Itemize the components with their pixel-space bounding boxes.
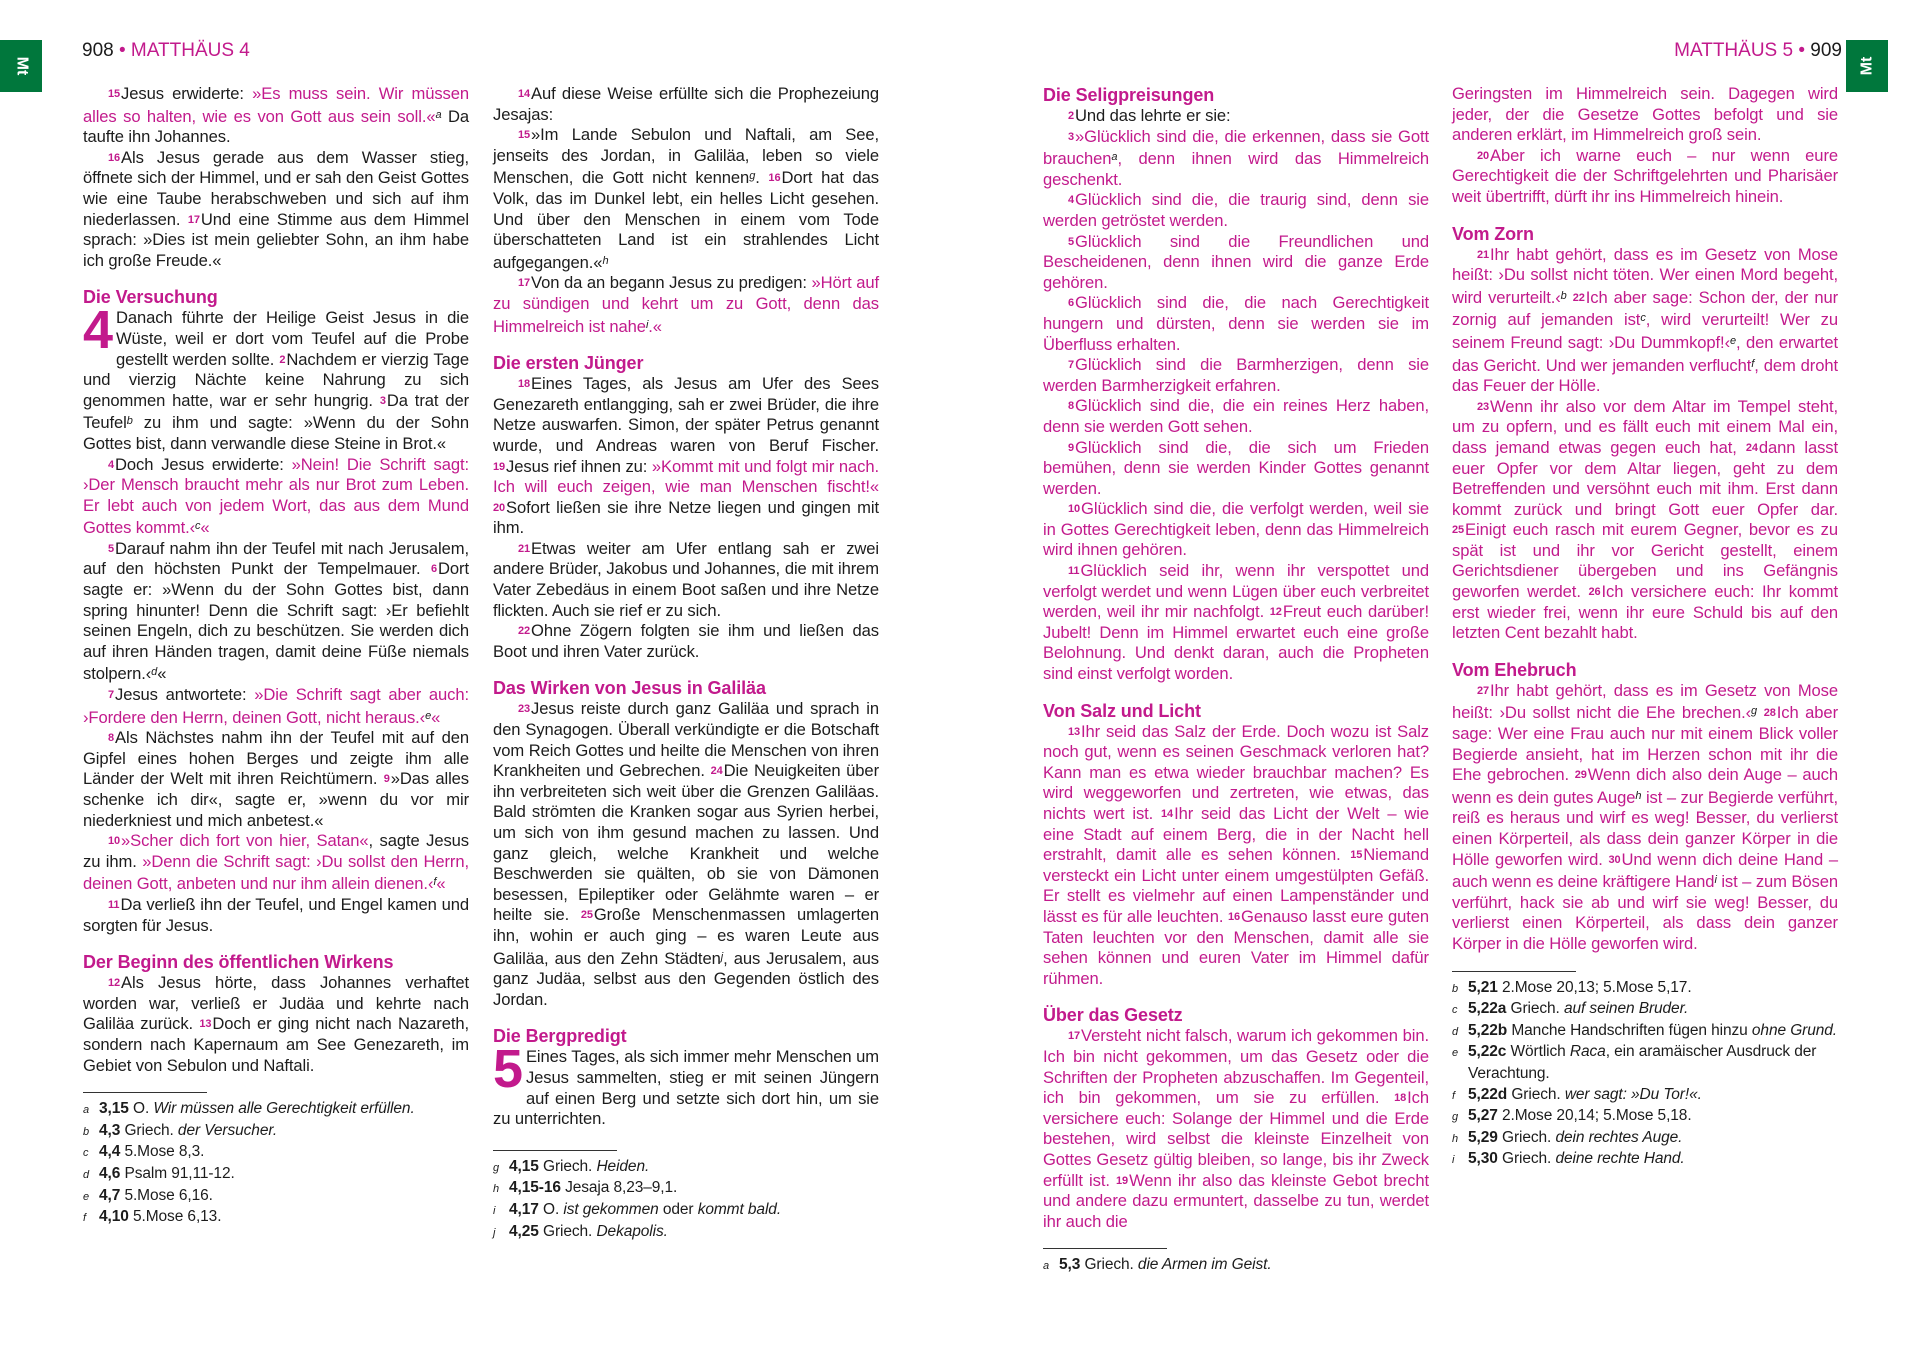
footnotes	[493, 1157, 879, 1243]
verse-paragraph: 3»Glücklich sind die, die erkennen, dass sie Gott brauchen$^a$, denn ihnen wird das Himmelreich geschenkt.	[1043, 126, 1429, 189]
verse-paragraph: 5Darauf nahm ihn der Teufel mit nach Jerusalem, auf den höchsten Punkt der Tempelmauer. 6Dort sagte er: »Wenn du der Sohn Gottes bist, dann spring hinunter! Denn die Schrift sagt: ›Er befiehlt seinen Engeln, dich zu beschützen. Sie werden dich auf ihren Händen tragen, damit deine Füße niemals stolpern.‹$^d$«	[83, 538, 469, 684]
verse-paragraph: 9Glücklich sind die, die sich um Frieden bemühen, denn sie werden Kinder Gottes genannt werden.	[1043, 437, 1429, 498]
book-tab-left: Mt	[0, 40, 42, 92]
book-title-left: MATTHÄUS	[130, 40, 235, 61]
verse-paragraph: 17Versteht nicht falsch, warum ich gekommen bin. Ich bin nicht gekommen, um das Gesetz oder die Schriften der Propheten abzuschaffen. Im Gegenteil, ich bin gekommen, um sie zu erfüllen. 18Ich versichere euch: Solange der Himmel und die Erde bestehen, wird selbst die kleinste Einzelheit von Gottes Gesetz gültig bleiben, so lange, bis ihr Zweck erfüllt ist. 19Wenn ihr also das kleinste Gebot brecht und andere dazu ermuntert, dasselbe zu tun, werdet ihr auch die	[1043, 1026, 1429, 1231]
section-heading: Von Salz und Licht	[1043, 700, 1201, 721]
verse-paragraph: 16Als Jesus gerade aus dem Wasser stieg, öffnete sich der Himmel, und er sah den Geist Gottes wie eine Taube herabschweben und sich auf ihm niederlassen. 17Und eine Stimme aus dem Himmel sprach: »Dies ist mein geliebter Sohn, an ihm habe ich große Freude.«	[83, 147, 469, 270]
footnote: i 4,17 O. ist gekommen oder kommt bald.	[493, 1200, 782, 1218]
verse-paragraph: 15»Im Lande Sebulon und Naftali, am See, jenseits des Jordan, in Galiläa, leben so viele Menschen, die Gott nicht kennen$^g$. 16Dort hat das Volk, das im Dunkel lebt, ein helles Licht gesehen. Und über den Menschen in einem vom Tode überschatteten Land ist ein strahlendes Licht aufgegangen.«$^h$	[493, 125, 879, 272]
verse-paragraph: 4 Danach führte der Heilige Geist Jesus in die Wüste, weil er dort vom Teufel auf die Probe gestellt werden sollte. 2Nachdem er vierzig Tage und vierzig Nächte keine Nahrung zu sich genommen hatte, war er sehr hungrig. 3Da trat der Teufel$^b$ zu ihm und sagte: »Wenn du der Sohn Gottes bist, dann verwandle diese Steine in Brot.«	[83, 300, 470, 453]
section-heading: Der Beginn des öffentlichen Wirkens	[83, 952, 394, 973]
section-heading: Die Versuchung	[83, 287, 218, 308]
verse-paragraph: 10»Scher dich fort von hier, Satan«, sagte Jesus zu ihm. »Denn die Schrift sagt: ›Du sollst den Herrn, deinen Gott, anbeten und nur ihm allein dienen.‹$^f$«	[83, 831, 469, 894]
footnote: d 4,6 Psalm 91,11-12.	[83, 1164, 235, 1182]
footnote-divider	[493, 1150, 617, 1151]
chapter-number: 5	[493, 1039, 523, 1100]
footnote: e 4,7 5.Mose 6,16.	[83, 1186, 213, 1204]
footnote: f 4,10 5.Mose 6,13.	[83, 1208, 222, 1226]
footnote: f 5,22d Griech. wer sagt: »Du Tor!«.	[1452, 1085, 1702, 1103]
footnote: a 3,15 O. Wir müssen alle Gerechtigkeit erfüllen.	[83, 1100, 415, 1118]
verse-paragraph: 14Auf diese Weise erfüllte sich die Prophezeiung Jesajas:	[493, 84, 879, 124]
verse-paragraph: 6Glücklich sind die, die nach Gerechtigkeit hungern und dürsten, denn sie werden sie im Überfluss erhalten.	[1043, 293, 1429, 354]
verse-paragraph: 5 Eines Tages, als sich immer mehr Menschen um Jesus sammelten, stieg er mit seinen Jüngern auf einen Berg und setzte sich dort hin, um sie zu unterrichten.	[493, 1039, 879, 1129]
page-number-left: 908	[82, 40, 114, 61]
footnote: a 5,3 Griech. die Armen im Geist.	[1043, 1256, 1272, 1274]
verse-paragraph: 5Glücklich sind die Freundlichen und Bescheidenen, denn ihnen wird die ganze Erde gehören.	[1043, 231, 1429, 292]
footnote-divider	[83, 1092, 207, 1093]
section-heading: Die Bergpredigt	[493, 1026, 627, 1047]
section-heading: Die Seligpreisungen	[1043, 85, 1215, 105]
verse-paragraph: 11Glücklich seid ihr, wenn ihr verspottet und verfolgt werdet und wenn Lügen über euch verbreitet werden, weil ihr mir nachfolgt. 12Freut euch darüber! Jubelt! Denn im Himmel erwartet euch eine große Belohnung. Und denkt daran, auch die Propheten sind einst verfolgt worden.	[1043, 561, 1429, 684]
verse-paragraph: 22Ohne Zögern folgten sie ihm und ließen das Boot und ihren Vater zurück.	[493, 621, 879, 661]
verse-paragraph: 20Aber ich warne euch – nur wenn eure Gerechtigkeit die der Schriftgelehrten und Pharisäer weit übertrifft, dürft ihr ins Himmelreich hinein.	[1452, 145, 1838, 206]
footnote: i 5,30 Griech. deine rechte Hand.	[1452, 1150, 1685, 1168]
footnote: d 5,22b Manche Handschriften fügen hinzu ohne Grund.	[1452, 1021, 1837, 1039]
verse-paragraph: 13Ihr seid das Salz der Erde. Doch wozu ist Salz noch gut, wenn es seinen Geschmack verloren hat? Kann man es etwa wieder brauchbar machen? Es wird weggeworfen und zertreten, wie etwas, das nichts wert ist. 14Ihr seid das Licht der Welt – wie eine Stadt auf einem Berg, die in der Nacht hell erstrahlt, damit alle es sehen können. 15Niemand versteckt ein Licht unter einem umgestülpten Gefäß. Er stellt es vielmehr auf einen Lampenständer und lässt es für alle leuchten. 16Genauso lasst eure guten Taten leuchten vor den Menschen, damit alle sie sehen können und euren Vater im Himmel dafür rühmen.	[1043, 721, 1430, 988]
page-number-right: 909	[1810, 40, 1842, 61]
book-title-right: MATTHÄUS	[1674, 40, 1778, 61]
verse-paragraph: 17Von da an begann Jesus zu predigen: »Hört auf zu sündigen und kehrt um zu Gott, denn das Himmelreich ist nahe$^i$.«	[493, 273, 880, 336]
verse-paragraph: 10Glücklich sind die, die verfolgt werden, weil sie in Gottes Gerechtigkeit leben, denn das Himmelreich wird ihnen gehören.	[1043, 499, 1429, 560]
verse-paragraph: Geringsten im Himmelreich sein. Dagegen wird jeder, der die Gesetze Gottes befolgt und sie anderen erklärt, im Himmelreich groß sein.	[1452, 84, 1838, 145]
verse-paragraph: 15Jesus erwiderte: »Es muss sein. Wir müssen alles so halten, wie es von Gott aus sein soll.«$^a$ Da taufte ihn Johannes.	[83, 84, 469, 147]
verse-paragraph: 4Glücklich sind die, die traurig sind, denn sie werden getröstet werden.	[1043, 190, 1429, 230]
book-tab-right: Mt	[1846, 40, 1888, 92]
chapter-right: 5	[1782, 40, 1794, 61]
footnote-divider	[1043, 1248, 1167, 1249]
section-heading: Das Wirken von Jesus in Galiläa	[493, 678, 766, 699]
chapter-left: 4	[239, 40, 250, 61]
verse-paragraph: 11Da verließ ihn der Teufel, und Engel kamen und sorgten für Jesus.	[83, 894, 469, 935]
text-column-3	[1043, 84, 1429, 1277]
chapter-number: 4	[83, 300, 113, 361]
footnote: e 5,22c Wörtlich Raca, ein aramäischer Ausdruck der Verachtung.	[1452, 1043, 1817, 1082]
footnote: h 5,29 Griech. dein rechtes Auge.	[1452, 1128, 1683, 1146]
text-column-4	[1452, 84, 1838, 1171]
verse-paragraph: 23Jesus reiste durch ganz Galiläa und sprach in den Synagogen. Überall verkündigte er die Botschaft vom Reich Gottes und heilte die Menschen von ihren Krankheiten und Gebrechen. 24Die Neuigkeiten über ihn verbreiteten sich weit über die Grenzen Galiläas. Bald strömten die Kranken sogar aus Syrien herbei, um sich von ihm gesund machen zu lassen. Und ganz gleich, welche Krankheit und welche Beschwerden sie quälten, ob sie von Dämonen besessen, Epileptiker oder Gelähmte waren – er heilte sie. 25Große Menschenmassen umlagerten ihn, wohin er auch ging – es waren Leute aus Galiläa, aus den Zehn Städten$^j$, aus Jerusalem, aus ganz Judäa, selbst aus den Gegenden östlich des Jordan.	[493, 699, 879, 1009]
text-column-2	[493, 84, 879, 1243]
verse-paragraph: 2Und das lehrte er sie:	[1068, 106, 1231, 125]
verse-paragraph: 23Wenn ihr also vor dem Altar im Tempel steht, um zu opfern, und es fällt euch mit einem Mal ein, dass jemand etwas gegen euch hat, 24dann lasst euer Opfer vor dem Altar liegen, geht zu dem Betreffenden und versöhnt euch mit ihm. Erst dann kommt zurück und bringt Gott euer Opfer dar. 25Einigt euch rasch mit eurem Gegner, bevor es zu spät ist und ihr vor Gericht gestellt, einem Gerichtsdiener übergeben und ins Gefängnis geworfen werdet. 26Ich versichere euch: Ihr kommt erst wieder frei, wenn ihr eure Schuld bis auf den letzten Cent bezahlt habt.	[1452, 396, 1838, 643]
section-heading: Vom Ehebruch	[1452, 659, 1577, 680]
verse-paragraph: 18Eines Tages, als Jesus am Ufer des Sees Genezareth entlangging, sah er zwei Brüder, die ihre Netze auswarfen. Simon, der später Petrus genannt wurde, und Andreas waren von Beruf Fischer. 19Jesus rief ihnen zu: »Kommt mit und folgt mir nach. Ich will euch zeigen, wie man Menschen fischt!« 20Sofort ließen sie ihre Netze liegen und gingen mit ihm.	[493, 374, 879, 538]
footnote: b 4,3 Griech. der Versucher.	[83, 1121, 278, 1139]
page-header-left: 908 • MATTHÄUS 4	[82, 40, 250, 61]
verse-paragraph: 8Als Nächstes nahm ihn der Teufel mit auf den Gipfel eines hohen Berges und zeigte ihm alle Länder der Welt mit ihren Reichtümern. 9»Das alles schenke ich dir«, sagte er, »wenn du vor mir niederkniest und mich anbetest.«	[83, 728, 469, 830]
footnote: c 5,22a Griech. auf seinen Bruder.	[1452, 1000, 1689, 1018]
verse-paragraph: 4Doch Jesus erwiderte: »Nein! Die Schrift sagt: ›Der Mensch braucht mehr als nur Brot zum Leben. Er lebt auch von jedem Wort, das aus dem Mund Gottes kommt.‹$^c$«	[83, 454, 469, 538]
footnote: c 4,4 5.Mose 8,3.	[83, 1143, 205, 1161]
footnotes	[83, 1099, 469, 1229]
footnote: g 4,15 Griech. Heiden.	[493, 1157, 650, 1175]
footnotes	[1043, 1255, 1429, 1277]
verse-paragraph: 27Ihr habt gehört, dass es im Gesetz von Mose heißt: ›Du sollst nicht die Ehe brechen.‹$^g$ 28Ich aber sage: Wer eine Frau auch nur mit einem Blick voller Begierde ansieht, hat im Herzen schon mit ihr die Ehe gebrochen. 29Wenn dich also dein Auge – auch wenn es dein gutes Auge$^h$ ist – zur Begierde verführt, reiß es heraus und wirf es weg! Besser, du verlierst einen Körperteil, als dass dein ganzer Körper in die Hölle geworfen wird. 30Und wenn dich deine Hand – auch wenn es deine kräftigere Hand$^i$ ist – zum Bösen verführt, hack sie ab und wirf sie weg! Besser, du verlierst einen Körperteil, als dass dein ganzer Körper in die Hölle geworfen wird.	[1452, 680, 1838, 953]
footnotes	[1452, 978, 1838, 1171]
verse-paragraph: 21Etwas weiter am Ufer entlang sah er zwei andere Brüder, Jakobus und Johannes, die mit ihrem Vater Zebedäus in einem Boot saßen und ihre Netze flickten. Auch sie rief er zu sich.	[493, 538, 879, 620]
section-heading: Die ersten Jünger	[493, 353, 644, 374]
verse-paragraph: 7Jesus antwortete: »Die Schrift sagt aber auch: ›Fordere den Herrn, deinen Gott, nicht heraus.‹$^e$«	[83, 685, 469, 727]
footnote: g 5,27 2.Mose 20,14; 5.Mose 5,18.	[1452, 1107, 1692, 1125]
verse-paragraph: 8Glücklich sind die, die ein reines Herz haben, denn sie werden Gott sehen.	[1043, 396, 1429, 436]
footnote: j 4,25 Griech. Dekapolis.	[493, 1222, 668, 1240]
section-heading: Über das Gesetz	[1043, 1005, 1183, 1026]
footnote-divider	[1452, 971, 1576, 972]
verse-paragraph: 21Ihr habt gehört, dass es im Gesetz von Mose heißt: ›Du sollst nicht töten. Wer einen Mord begeht, wird verurteilt.‹$^b$ 22Ich aber sage: Schon der, der nur zornig auf jemanden ist$^c$, wird verurteilt! Wer zu seinem Freund sagt: ›Du Dummkopf!‹$^e$, den erwartet das Gericht. Und wer jemanden verflucht$^f$, dem droht das Feuer der Hölle.	[1452, 244, 1839, 396]
text-column-1	[83, 84, 469, 1229]
page-header-right: MATTHÄUS 5 • 909	[1674, 40, 1842, 61]
footnote: h 4,15-16 Jesaja 8,23–9,1.	[493, 1179, 678, 1197]
verse-paragraph: 7Glücklich sind die Barmherzigen, denn sie werden Barmherzigkeit erfahren.	[1043, 355, 1429, 395]
verse-paragraph: 12Als Jesus hörte, dass Johannes verhaftet worden war, verließ er Judäa und kehrte nach Galiläa zurück. 13Doch er ging nicht nach Nazareth, sondern nach Kapernaum am See Genezareth, im Gebiet von Sebulon und Naftali.	[83, 973, 469, 1075]
footnote: b 5,21 2.Mose 20,13; 5.Mose 5,17.	[1452, 978, 1692, 996]
section-heading: Vom Zorn	[1452, 223, 1534, 244]
